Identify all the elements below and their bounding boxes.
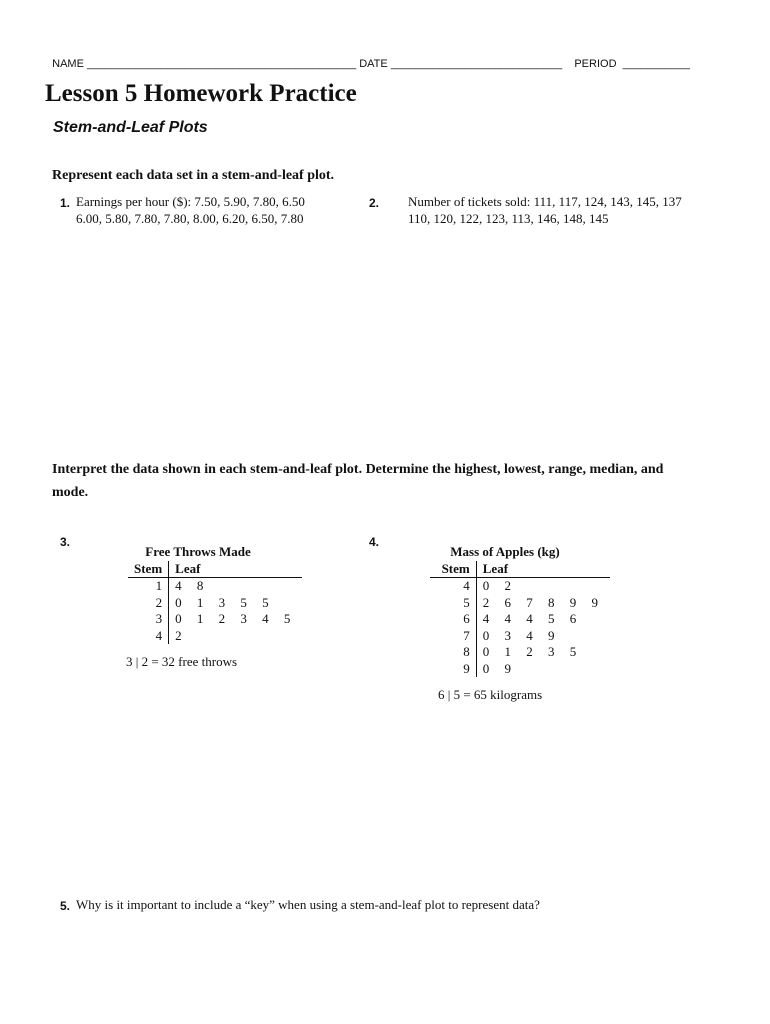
name-label: NAME xyxy=(52,58,84,70)
section2-instruction-line-2: mode. xyxy=(52,485,89,500)
plot-title: Free Throws Made xyxy=(145,544,251,559)
question-2-line-1: Number of tickets sold: 111, 117, 124, 143, 145, 137 xyxy=(408,194,682,209)
stem-header: Stem xyxy=(128,561,169,578)
stem-leaf-table xyxy=(430,561,610,677)
stem-cell: 9 xyxy=(430,661,476,678)
table-row xyxy=(430,628,610,645)
stem-cell: 6 xyxy=(430,611,476,628)
name-field[interactable]: ____________________________________________ xyxy=(86,58,357,70)
question-4-number: 4. xyxy=(369,535,380,549)
stem-leaf-table xyxy=(128,561,302,644)
plot-key: 3 | 2 = 32 free throws xyxy=(126,654,238,669)
table-row xyxy=(430,644,610,661)
free-throws-plot xyxy=(128,544,298,644)
table-row xyxy=(128,595,302,612)
stem-header: Stem xyxy=(430,561,476,578)
stem-cell: 4 xyxy=(128,628,169,645)
leaf-cell: 0 2 xyxy=(482,578,517,593)
table-row xyxy=(430,595,610,612)
section1-instruction: Represent each data set in a stem-and-leaf plot. xyxy=(52,168,335,183)
stem-cell: 2 xyxy=(128,595,169,612)
question-1-number: 1. xyxy=(60,196,71,210)
period-field[interactable]: ___________ xyxy=(622,58,690,70)
date-label: DATE xyxy=(359,58,388,70)
date-field[interactable]: ____________________________ xyxy=(390,58,563,70)
question-3-number: 3. xyxy=(60,535,71,549)
leaf-cell: 0 1 3 5 5 xyxy=(175,594,275,610)
leaf-cell: 0 3 4 9 xyxy=(482,627,561,643)
plot-key: 6 | 5 = 65 kilograms xyxy=(438,687,543,702)
header-fields xyxy=(46,46,690,70)
stem-cell: 8 xyxy=(430,644,476,661)
stem-cell: 5 xyxy=(430,595,476,612)
leaf-cell: 2 xyxy=(175,627,188,643)
table-row xyxy=(128,611,302,628)
stem-cell: 7 xyxy=(430,628,476,645)
leaf-header: Leaf xyxy=(169,561,303,578)
period-label: PERIOD xyxy=(574,58,617,70)
leaf-cell: 0 1 2 3 4 5 xyxy=(175,611,297,626)
table-row xyxy=(128,628,302,645)
plot-title: Mass of Apples (kg) xyxy=(450,544,560,559)
table-row xyxy=(430,611,610,628)
mass-of-apples-plot xyxy=(430,544,610,677)
page-subtitle: Stem-and-Leaf Plots xyxy=(53,119,208,136)
section2-instruction-line-1: Interpret the data shown in each stem-and-leaf plot. Determine the highest, lowest, range, median, and xyxy=(52,462,664,477)
question-2-number: 2. xyxy=(369,196,380,210)
leaf-header: Leaf xyxy=(476,561,610,578)
leaf-cell: 4 8 xyxy=(175,578,210,593)
stem-cell: 3 xyxy=(128,611,169,628)
table-row xyxy=(430,578,610,595)
leaf-cell: 0 1 2 3 5 xyxy=(482,644,583,659)
leaf-cell: 4 4 4 5 6 xyxy=(482,611,583,626)
question-1-line-2: 6.00, 5.80, 7.80, 7.80, 8.00, 6.20, 6.50, 7.80 xyxy=(76,211,304,226)
table-row xyxy=(430,661,610,678)
table-row xyxy=(128,578,302,595)
question-5-number: 5. xyxy=(60,899,71,913)
page-title: Lesson 5 Homework Practice xyxy=(45,80,357,107)
question-5-text: Why is it important to include a “key” when using a stem-and-leaf plot to represent data? xyxy=(76,897,540,912)
leaf-cell: 0 9 xyxy=(482,660,517,676)
stem-cell: 1 xyxy=(128,578,169,595)
question-2-line-2: 110, 120, 122, 123, 113, 146, 148, 145 xyxy=(408,211,609,226)
stem-cell: 4 xyxy=(430,578,476,595)
question-1-line-1: Earnings per hour ($): 7.50, 5.90, 7.80, 6.50 xyxy=(76,194,305,209)
leaf-cell: 2 6 7 8 9 9 xyxy=(482,594,604,610)
